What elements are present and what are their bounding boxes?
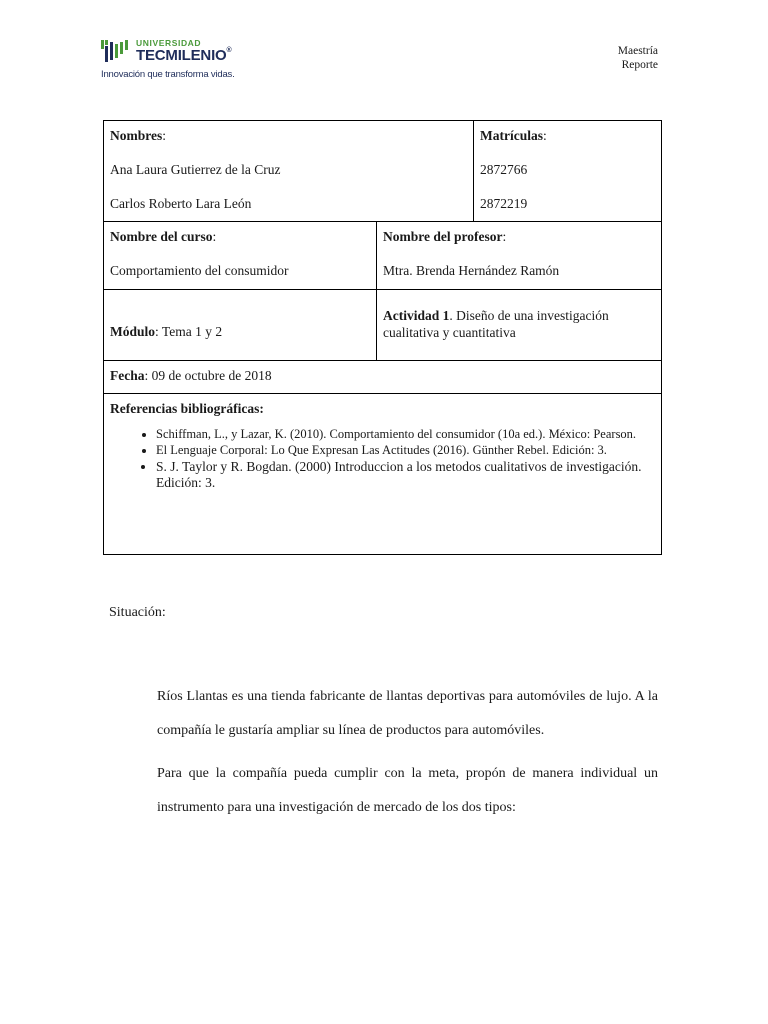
referencias-cell: [104, 394, 662, 555]
curso-cell: [104, 222, 377, 290]
actividad-text: Actividad 1. Diseño de una investigación cualitativa y cuantitativa: [383, 308, 609, 340]
info-table: [103, 120, 662, 555]
document-header: [618, 44, 658, 72]
tecmilenio-logo-icon: [101, 38, 131, 64]
logo-university-text: UNIVERSIDAD: [136, 38, 202, 48]
body-paragraph: Ríos Llantas es una tienda fabricante de llantas deportivas para automóviles de lujo. A la compañía le gustaría ampliar su línea de productos para automóviles.: [157, 689, 658, 738]
referencias-list: [110, 427, 654, 491]
list-item: • Schiffman, L., y Lazar, K. (2010). Comportamiento del consumidor (10a ed.). México: Pearson.: [156, 427, 654, 441]
profesor-cell: [377, 222, 662, 290]
profesor-label: Nombre del profesor:: [383, 229, 507, 244]
profesor-value: Mtra. Brenda Hernández Ramón: [383, 263, 560, 278]
matricula-item: 2872219: [480, 196, 528, 211]
list-item: • El Lenguaje Corporal: Lo Que Expresan Las Actitudes (2016). Günther Rebel. Edición: 3.: [156, 443, 654, 457]
nombres-label: Nombres:: [110, 128, 167, 143]
fecha-text: Fecha: 09 de octubre de 2018: [110, 368, 272, 383]
referencias-label: Referencias bibliográficas:: [110, 401, 264, 416]
matriculas-label: Matrículas:: [480, 128, 547, 143]
body-paragraph: Para que la compañía pueda cumplir con la meta, propón de manera individual un instrumento para una investigación de mercado de los dos tipos:: [157, 766, 658, 815]
nombre-item: Carlos Roberto Lara León: [110, 196, 252, 211]
logo-tagline: Innovación que transforma vidas.: [101, 69, 235, 80]
curso-value: Comportamiento del consumidor: [110, 263, 289, 278]
matricula-item: 2872766: [480, 162, 528, 177]
table-row: [104, 121, 662, 222]
table-row: [104, 394, 662, 555]
matriculas-cell: [474, 121, 662, 222]
university-logo: [101, 36, 261, 82]
modulo-cell: [104, 290, 377, 361]
logo-brand-text: TECMILENIO®: [136, 47, 232, 64]
header-program: Maestría: [617, 45, 658, 57]
fecha-cell: [104, 361, 662, 394]
table-row: [104, 361, 662, 394]
curso-label: Nombre del curso:: [110, 229, 217, 244]
list-item: • S. J. Taylor y R. Bogdan. (2000) Introduccion a los metodos cualitativos de investigación. Edición: 3.: [156, 459, 654, 491]
header-type: Reporte: [621, 59, 658, 71]
actividad-cell: [377, 290, 662, 361]
table-row: [104, 290, 662, 361]
table-row: [104, 222, 662, 290]
situacion-heading: Situación:: [109, 605, 166, 620]
modulo-text: Módulo: Tema 1 y 2: [110, 323, 223, 339]
nombres-cell: [104, 121, 474, 222]
nombre-item: Ana Laura Gutierrez de la Cruz: [110, 162, 281, 177]
